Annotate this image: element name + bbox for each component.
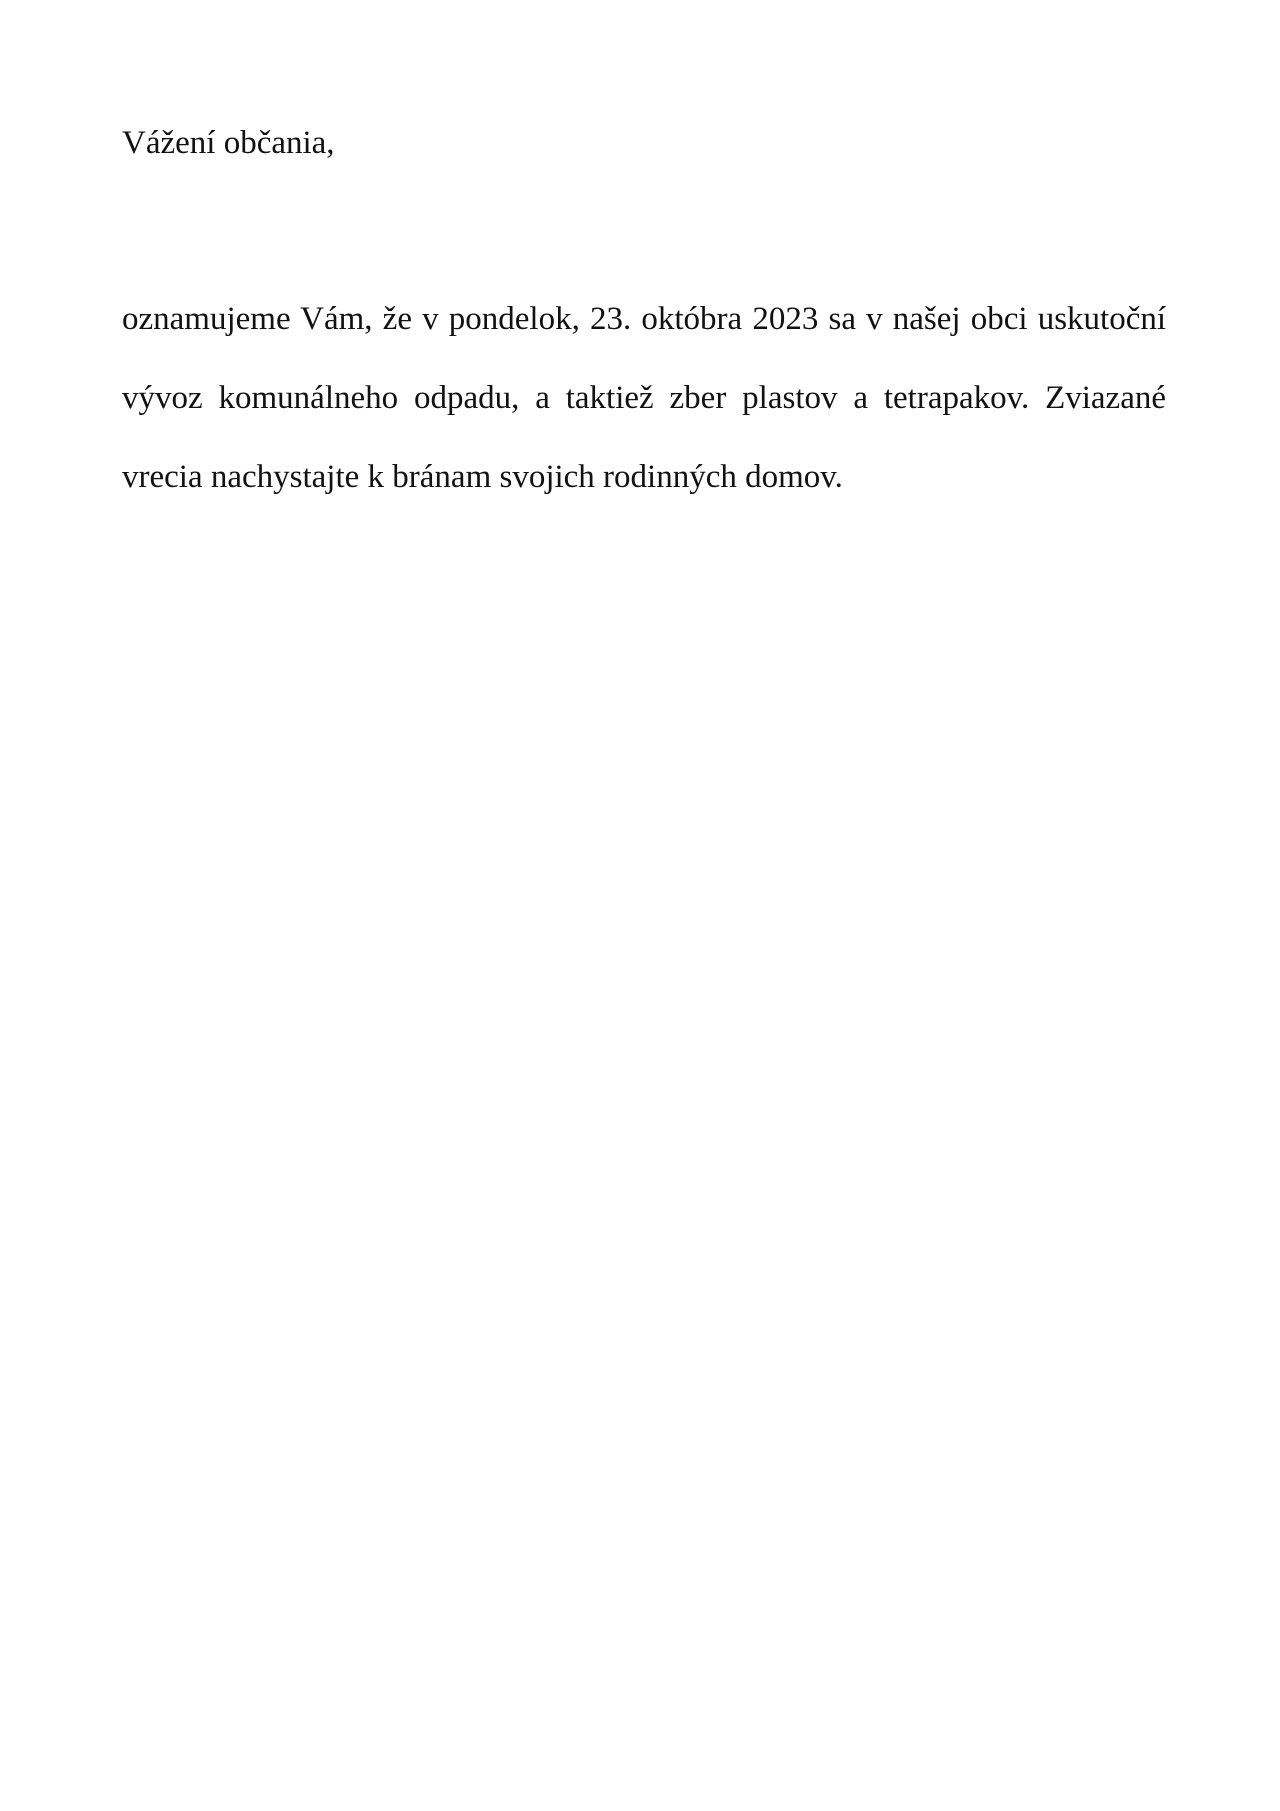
salutation: Vážení občania, bbox=[122, 125, 335, 161]
body-paragraph bbox=[122, 280, 1166, 517]
body-line: uskutoční vývoz komunálneho odpadu, a taktiež zber plastov a tetrapakov. bbox=[122, 301, 1167, 416]
body-line: oznamujeme Vám, že v pondelok, 23. októbra 2023 sa v našej obci bbox=[122, 301, 1028, 337]
body-line: Zviazané vrecia nachystajte k bránam svojich rodinných domov. bbox=[122, 380, 1166, 495]
